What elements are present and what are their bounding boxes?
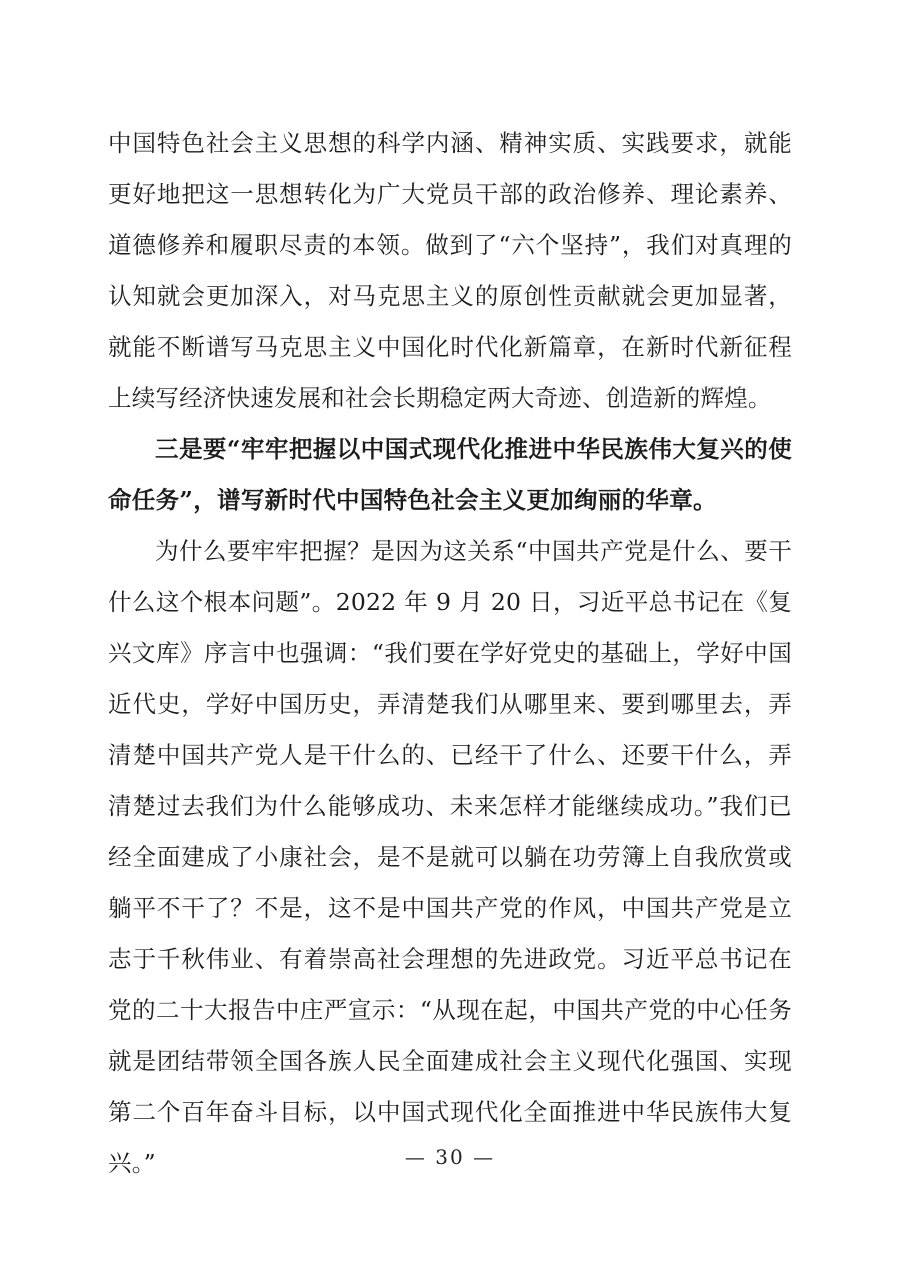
page-number: — 30 — (404, 1145, 496, 1169)
paragraph-continuation: 中国特色社会主义思想的科学内涵、精神实质、实践要求，就能更好地把这一思想转化为广大党员干部的政治修养、理论素养、道德修养和履职尽责的本领。做到了“六个坚持”，我们对真理的认知就会更加深入，对马克思主义的原创性贡献就会更加显著，就能不断谱写马克思主义中国化时代化新篇章，在新时代新征程上续写经济快速发展和社会长期稳定两大奇迹、创造新的辉煌。 (108, 129, 792, 412)
paragraph-heading: 三是要“牢牢把握以中国式现代化推进中华民族伟大复兴的使命任务”，谱写新时代中国特色社会主义更加绚丽的华章。 (108, 435, 792, 514)
paragraph-main: 为什么要牢牢把握？是因为这关系“中国共产党是什么、要干什么这个根本问题”。2022 年 9 月 20 日，习近平总书记在《复兴文库》序言中也强调：“我们要在学好党史的基础上，学好中国近代史，学好中国历史，弄清楚我们从哪里来、要到哪里去，弄清楚中国共产党人是干什么的、已经干了什么、还要干什么，弄清楚过去我们为什么能够成功、未来怎样才能继续成功。”我们已经全面建成了小康社会，是不是就可以躺在功劳簿上自我欣赏或躺平不干了？不是，这不是中国共产党的作风，中国共产党是立志于千秋伟业、有着崇高社会理想的先进政党。习近平总书记在党的二十大报告中庄严宣示：“从现在起，中国共产党的中心任务就是团结带领全国各族人民全面建成社会主义现代化强国、实现第二个百年奋斗目标，以中国式现代化全面推进中华民族伟大复兴。” (108, 537, 792, 1177)
document-body (108, 118, 792, 1189)
